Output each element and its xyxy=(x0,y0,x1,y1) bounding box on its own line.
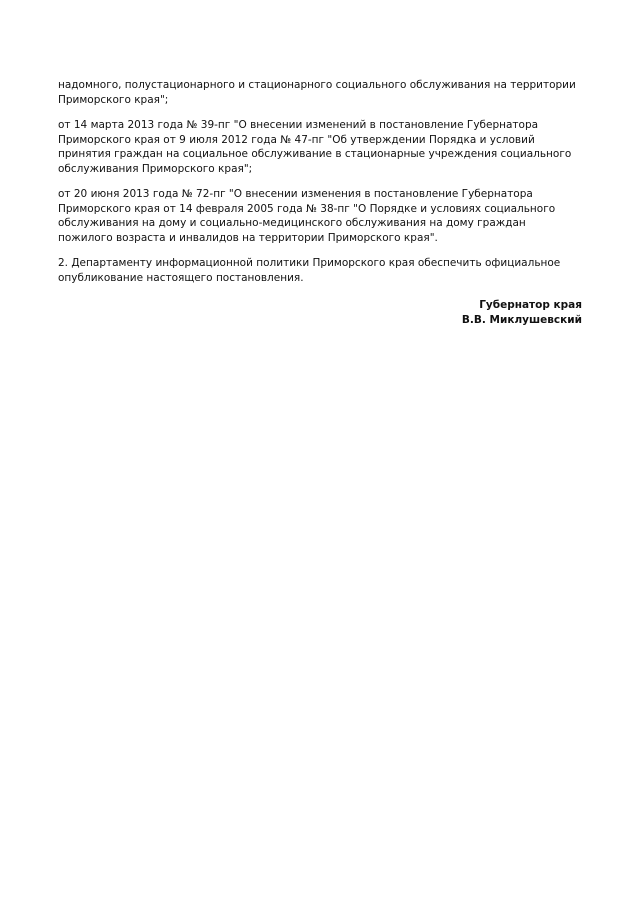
signature-position: Губернатор края xyxy=(479,299,582,311)
signature-name: В.В. Миклушевский xyxy=(461,313,582,326)
paragraph-june-2013: от 20 июня 2013 года № 72-пг "О внесении изменения в постановление Губернатора Приморского края от 14 февраля 2005 года № 38-пг "О Порядке и условиях социального обслуживания на дому и социально-медицинского обслуживания на дому граждан пожилого возраста и инвалидов на территории Приморского края". xyxy=(58,188,556,244)
document-page xyxy=(58,78,582,327)
paragraph-continuation: надомного, полустационарного и стационарного социального обслуживания на территории Приморского края"; xyxy=(58,79,576,106)
signature-block xyxy=(58,298,582,327)
paragraph-march-2013: от 14 марта 2013 года № 39-пг "О внесении изменений в постановление Губернатора Приморского края от 9 июля 2012 года № 47-пг "Об утверждении Порядка и условий принятия граждан на социальное обслуживание в стационарные учреждения социального обслуживания Приморского края"; xyxy=(58,119,572,175)
paragraph-item-2: 2. Департаменту информационной политики Приморского края обеспечить официальное опубликование настоящего постановления. xyxy=(58,257,561,284)
